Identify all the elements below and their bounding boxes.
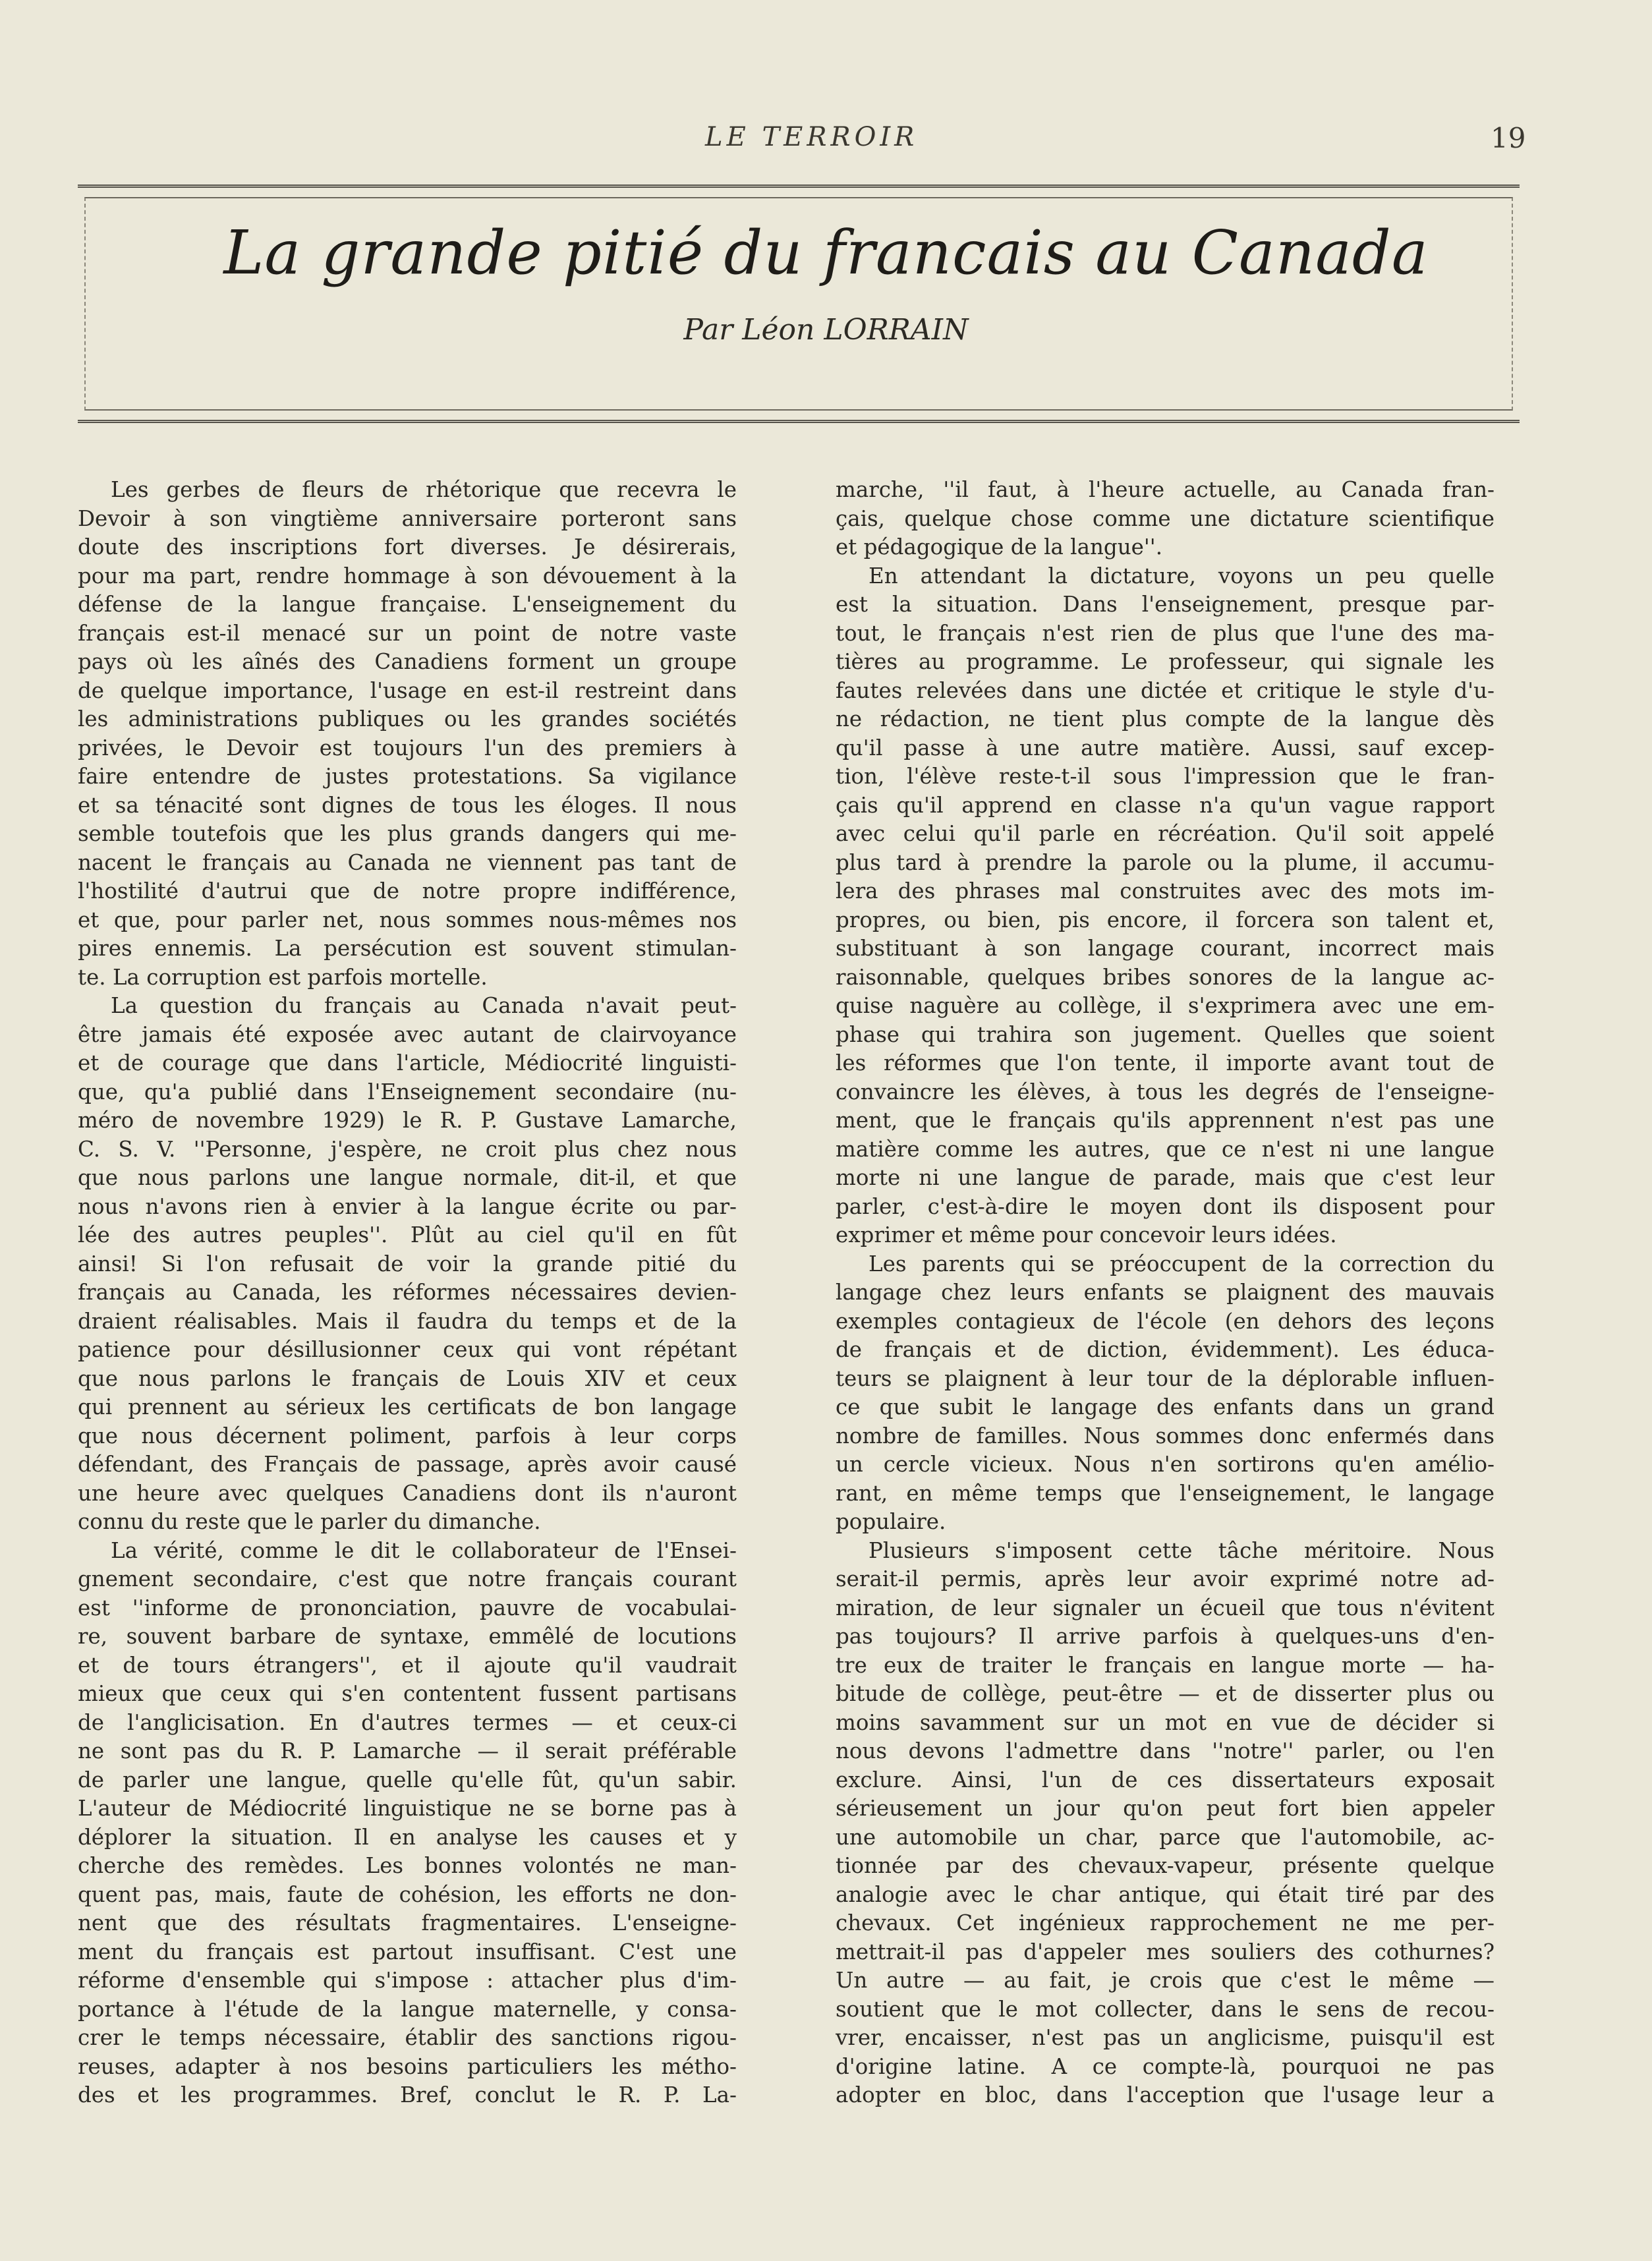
text-line: nent que des résultats fragmentaires. L'enseigne- [78,1910,737,1935]
text-line: rant, en même temps que l'enseignement, le langage [836,1480,1495,1506]
text-line: ce que subit le langage des enfants dans un grand [836,1394,1495,1419]
text-line: de français et de diction, évidemment). Les éduca- [836,1337,1495,1362]
text-line: patience pour désillusionner ceux qui vont répétant [78,1337,737,1362]
text-line: marche, ''il faut, à l'heure actuelle, au Canada fran- [836,477,1495,502]
text-line: français au Canada, les réformes nécessaires devien- [78,1280,737,1305]
text-line: tionnée par des chevaux-vapeur, présente quelque [836,1853,1495,1878]
text-line: et de courage que dans l'article, Médiocrité linguisti- [78,1050,737,1075]
text-line: soutient que le mot collecter, dans le sens de recou- [836,1996,1495,2022]
text-line: miration, de leur signaler un écueil que tous n'évitent [836,1595,1495,1620]
text-line: phase qui trahira son jugement. Quelles que soient [836,1021,1495,1047]
text-line: reuses, adapter à nos besoins particuliers les métho- [78,2053,737,2079]
text-line: nous n'avons rien à envier à la langue écrite ou par- [78,1193,737,1219]
text-line: morte ni une langue de parade, mais que c'est leur [836,1165,1495,1190]
text-line: être jamais été exposée avec autant de clairvoyance [78,1021,737,1047]
text-line: et de tours étrangers'', et il ajoute qu'il vaudrait [78,1652,737,1678]
text-line: que nous parlons une langue normale, dit-il, et que [78,1165,737,1190]
text-line: quent pas, mais, faute de cohésion, les efforts ne don- [78,1881,737,1907]
text-line: serait-il permis, après leur avoir exprimé notre ad- [836,1566,1495,1591]
text-line: mieux que ceux qui s'en contentent fussent partisans [78,1681,737,1706]
text-line: lée des autres peuples''. Plût au ciel qu'il en fût [78,1222,737,1247]
text-line: C. S. V. ''Personne, j'espère, ne croit plus chez nous [78,1136,737,1162]
text-line: parler, c'est-à-dire le moyen dont ils disposent pour [836,1193,1495,1219]
text-line: te. La corruption est parfois mortelle. [78,964,488,990]
text-line: quise naguère au collège, il s'exprimera avec une em- [836,993,1495,1018]
text-line: populaire. [836,1509,946,1534]
text-line: qu'il passe à une autre matière. Aussi, sauf excep- [836,735,1495,760]
text-line: ne rédaction, ne tient plus compte de la langue dès [836,706,1495,731]
text-line: les administrations publiques ou les grandes sociétés [78,706,737,731]
text-line: ainsi! Si l'on refusait de voir la grande pitié du [78,1251,737,1276]
page-number: 19 [1491,122,1526,154]
text-line: est la situation. Dans l'enseignement, presque par- [836,592,1495,617]
text-line: tout, le français n'est rien de plus que l'une des ma- [836,620,1495,646]
text-line: substituant à son langage courant, incorrect mais [836,936,1495,961]
text-line: nous devons l'admettre dans ''notre'' parler, ou l'en [836,1738,1495,1763]
text-line: un cercle vicieux. Nous n'en sortirons qu'en amélio- [836,1452,1495,1477]
text-line: tion, l'élève reste-t-il sous l'impression que le fran- [836,764,1495,789]
text-line: matière comme les autres, que ce n'est ni une langue [836,1136,1495,1162]
text-line: bitude de collège, peut-être — et de disserter plus ou [836,1681,1495,1706]
text-line: de quelque importance, l'usage en est-il restreint dans [78,677,737,703]
text-line: Devoir à son vingtième anniversaire porteront sans [78,505,737,531]
text-line: privées, le Devoir est toujours l'un des premiers à [78,735,737,760]
text-line: semble toutefois que les plus grands dangers qui me- [78,821,737,846]
text-line: exemples contagieux de l'école (en dehors des leçons [836,1308,1495,1334]
text-line: pas toujours? Il arrive parfois à quelques-uns d'en- [836,1624,1495,1649]
journal-name: LE TERROIR [705,122,919,152]
text-line: chevaux. Cet ingénieux rapprochement ne me per- [836,1910,1495,1935]
text-line: exprimer et même pour concevoir leurs idées. [836,1222,1337,1247]
text-line: tre eux de traiter le français en langue morte — ha- [836,1652,1495,1678]
text-line: et sa ténacité sont dignes de tous les éloges. Il nous [78,792,737,818]
text-line: défense de la langue française. L'enseignement du [78,592,737,617]
text-line: avec celui qu'il parle en récréation. Qu'il soit appelé [836,821,1495,846]
text-line: portance à l'étude de la langue maternelle, y consa- [78,1996,737,2022]
text-line: crer le temps nécessaire, établir des sanctions rigou- [78,2025,737,2050]
text-line: convaincre les élèves, à tous les degrés de l'enseigne- [836,1079,1495,1104]
text-line: En attendant la dictature, voyons un peu quelle [869,563,1495,588]
text-line: Plusieurs s'imposent cette tâche méritoire. Nous [869,1537,1495,1563]
right-column [836,476,1495,2110]
text-line: lera des phrases mal construites avec des mots im- [836,878,1495,903]
text-line: raisonnable, quelques bribes sonores de la langue ac- [836,964,1495,990]
text-line: déplorer la situation. Il en analyse les causes et y [78,1824,737,1850]
text-line: une automobile un char, parce que l'automobile, ac- [836,1824,1495,1850]
text-line: exclure. Ainsi, l'un de ces dissertateurs exposait [836,1767,1495,1792]
text-line: est ''informe de prononciation, pauvre de vocabulai- [78,1595,737,1620]
text-line: pour ma part, rendre hommage à son dévouement à la [78,563,737,588]
text-line: méro de novembre 1929) le R. P. Gustave Lamarche, [78,1108,737,1133]
text-line: que nous parlons le français de Louis XIV et ceux [78,1365,737,1391]
text-line: moins savamment sur un mot en vue de décider si [836,1709,1495,1735]
left-column [78,476,737,2110]
text-line: de parler une langue, quelle qu'elle fût, qu'un sabir. [78,1767,737,1792]
text-line: l'hostilité d'autrui que de notre propre indifférence, [78,878,737,903]
text-line: tières au programme. Le professeur, qui signale les [836,649,1495,674]
text-line: les réformes que l'on tente, il importe avant tout de [836,1050,1495,1075]
text-line: fautes relevées dans une dictée et critique le style d'u- [836,677,1495,703]
text-line: plus tard à prendre la parole ou la plume, il accumu- [836,849,1495,875]
text-line: La vérité, comme le dit le collaborateur de l'Ensei- [111,1537,737,1563]
text-line: adopter en bloc, dans l'acception que l'usage leur a [836,2082,1495,2107]
text-line: La question du français au Canada n'avait peut- [111,993,737,1018]
text-line: teurs se plaignent à leur tour de la déplorable influen- [836,1365,1495,1391]
text-line: Les gerbes de fleurs de rhétorique que recevra le [111,477,737,502]
running-head [0,122,1652,161]
article-title: La grande pitié du francais au Canada [223,217,1429,288]
text-line: re, souvent barbare de syntaxe, emmêlé de locutions [78,1624,737,1649]
text-line: une heure avec quelques Canadiens dont ils n'auront [78,1480,737,1506]
text-line: gnement secondaire, c'est que notre français courant [78,1566,737,1591]
text-line: et que, pour parler net, nous sommes nous-mêmes nos [78,907,737,932]
text-line: connu du reste que le parler du dimanche. [78,1509,541,1534]
text-line: que, qu'a publié dans l'Enseignement secondaire (nu- [78,1079,737,1104]
text-line: Les parents qui se préoccupent de la correction du [869,1251,1495,1276]
text-line: pays où les aînés des Canadiens forment un groupe [78,649,737,674]
text-line: pires ennemis. La persécution est souvent stimulan- [78,936,737,961]
text-line: mettrait-il pas d'appeler mes souliers des cothurnes? [836,1939,1495,1964]
text-line: de l'anglicisation. En d'autres termes — et ceux-ci [78,1709,737,1735]
text-line: propres, ou bien, pis encore, il forcera son talent et, [836,907,1495,932]
text-line: réforme d'ensemble qui s'impose : attacher plus d'im- [78,1968,737,1993]
text-line: français est-il menacé sur un point de notre vaste [78,620,737,646]
text-line: sérieusement un jour qu'on peut fort bien appeler [836,1796,1495,1821]
article-byline: Par Léon LORRAIN [683,313,969,347]
text-line: faire entendre de justes protestations. Sa vigilance [78,764,737,789]
text-line: ne sont pas du R. P. Lamarche — il serait préférable [78,1738,737,1763]
text-line: doute des inscriptions fort diverses. Je désirerais, [78,534,737,559]
text-line: Un autre — au fait, je crois que c'est le même — [836,1968,1495,1993]
text-line: défendant, des Français de passage, après avoir causé [78,1452,737,1477]
text-line: qui prennent au sérieux les certificats de bon langage [78,1394,737,1419]
text-line: draient réalisables. Mais il faudra du temps et de la [78,1308,737,1334]
text-line: ment du français est partout insuffisant. C'est une [78,1939,737,1964]
text-line: çais qu'il apprend en classe n'a qu'un vague rapport [836,792,1495,818]
text-line: analogie avec le char antique, qui était tiré par des [836,1881,1495,1907]
text-line: L'auteur de Médiocrité linguistique ne se borne pas à [78,1796,737,1821]
text-line: nombre de familles. Nous sommes donc enfermés dans [836,1423,1495,1448]
text-line: ment, que le français qu'ils apprennent n'est pas une [836,1108,1495,1133]
text-line: d'origine latine. A ce compte-là, pourquoi ne pas [836,2053,1495,2079]
text-line: vrer, encaisser, n'est pas un anglicisme, puisqu'il est [836,2025,1495,2050]
text-line: que nous décernent poliment, parfois à leur corps [78,1423,737,1448]
text-line: nacent le français au Canada ne viennent pas tant de [78,849,737,875]
text-line: et pédagogique de la langue''. [836,534,1163,559]
text-line: des et les programmes. Bref, conclut le R. P. La- [78,2082,737,2107]
text-line: çais, quelque chose comme une dictature scientifique [836,505,1495,531]
text-line: langage chez leurs enfants se plaignent des mauvais [836,1280,1495,1305]
text-line: cherche des remèdes. Les bonnes volontés ne man- [78,1853,737,1878]
